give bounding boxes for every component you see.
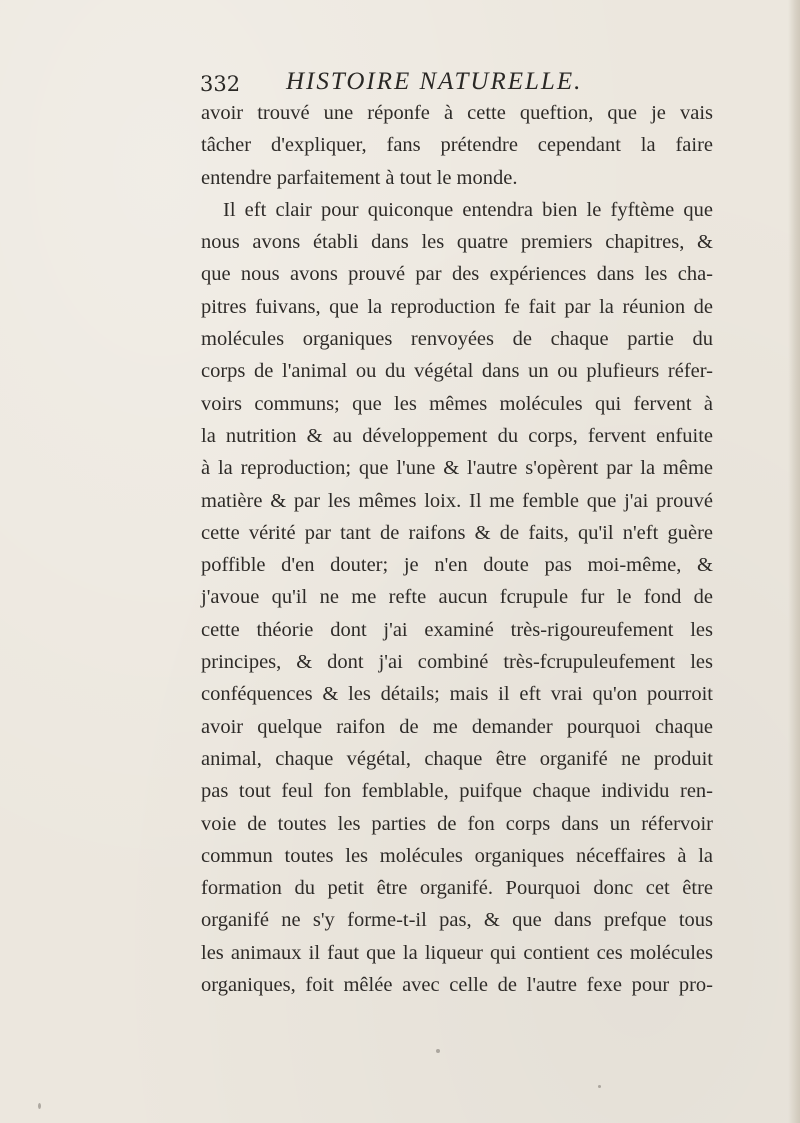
page-edge bbox=[788, 0, 800, 1123]
text-line: corps de l'animal ou du végétal dans un ou plufieurs réfer- bbox=[201, 360, 713, 383]
text-line: voie de toutes les parties de fon corps dans un réfervoir bbox=[201, 812, 713, 835]
paper-speck bbox=[436, 1049, 440, 1053]
text-line: avoir trouvé une réponfe à cette queftion, que je vais bbox=[201, 102, 713, 124]
text-line: tâcher d'expliquer, fans prétendre cependant la faire bbox=[201, 134, 713, 157]
text-line: principes, & dont j'ai combiné très-fcrupuleufement les bbox=[201, 651, 713, 674]
text-line: organifé ne s'y forme-t-il pas, & que dans prefque tous bbox=[201, 909, 713, 932]
paper-speck bbox=[38, 1103, 41, 1109]
paper-speck bbox=[598, 1085, 601, 1088]
text-line: avoir quelque raifon de me demander pourquoi chaque bbox=[201, 715, 713, 738]
text-line: cette théorie dont j'ai examiné très-rigoureufement les bbox=[201, 618, 713, 641]
page-number: 332 bbox=[200, 72, 241, 96]
running-head: HISTOIRE NATURELLE. bbox=[286, 68, 583, 95]
text-line: commun toutes les molécules organiques néceffaires à la bbox=[201, 844, 713, 867]
text-line: entendre parfaitement à tout le monde. bbox=[201, 166, 518, 189]
text-line: Il eft clair pour quiconque entendra bien le fyftème que bbox=[223, 198, 713, 221]
text-line: pas tout feul fon femblable, puifque chaque individu ren- bbox=[201, 780, 713, 803]
text-line: j'avoue qu'il ne me refte aucun fcrupule fur le fond de bbox=[201, 586, 713, 609]
text-line: conféquences & les détails; mais il eft vrai qu'on pourroit bbox=[201, 683, 713, 706]
text-line: que nous avons prouvé par des expériences dans les cha- bbox=[201, 263, 713, 286]
text-line: cette vérité par tant de raifons & de faits, qu'il n'eft guère bbox=[201, 521, 713, 544]
text-line: matière & par les mêmes loix. Il me femble que j'ai prouvé bbox=[201, 489, 713, 512]
text-line: organiques, foit mêlée avec celle de l'autre fexe pour pro- bbox=[201, 974, 713, 997]
text-line: la nutrition & au développement du corps, fervent enfuite bbox=[201, 424, 713, 447]
text-line: molécules organiques renvoyées de chaque partie du bbox=[201, 328, 713, 351]
text-line: les animaux il faut que la liqueur qui contient ces molécules bbox=[201, 941, 713, 964]
text-line: nous avons établi dans les quatre premiers chapitres, & bbox=[201, 231, 713, 254]
text-line: à la reproduction; que l'une & l'autre s'opèrent par la même bbox=[201, 457, 713, 480]
text-line: voirs communs; que les mêmes molécules qui fervent à bbox=[201, 392, 713, 415]
text-line: animal, chaque végétal, chaque être organifé ne produit bbox=[201, 747, 713, 770]
text-line: poffible d'en douter; je n'en doute pas moi-même, & bbox=[201, 554, 713, 577]
text-line: formation du petit être organifé. Pourquoi donc cet être bbox=[201, 877, 713, 900]
text-line: pitres fuivans, que la reproduction fe fait par la réunion de bbox=[201, 295, 713, 318]
body-text bbox=[201, 97, 713, 1001]
